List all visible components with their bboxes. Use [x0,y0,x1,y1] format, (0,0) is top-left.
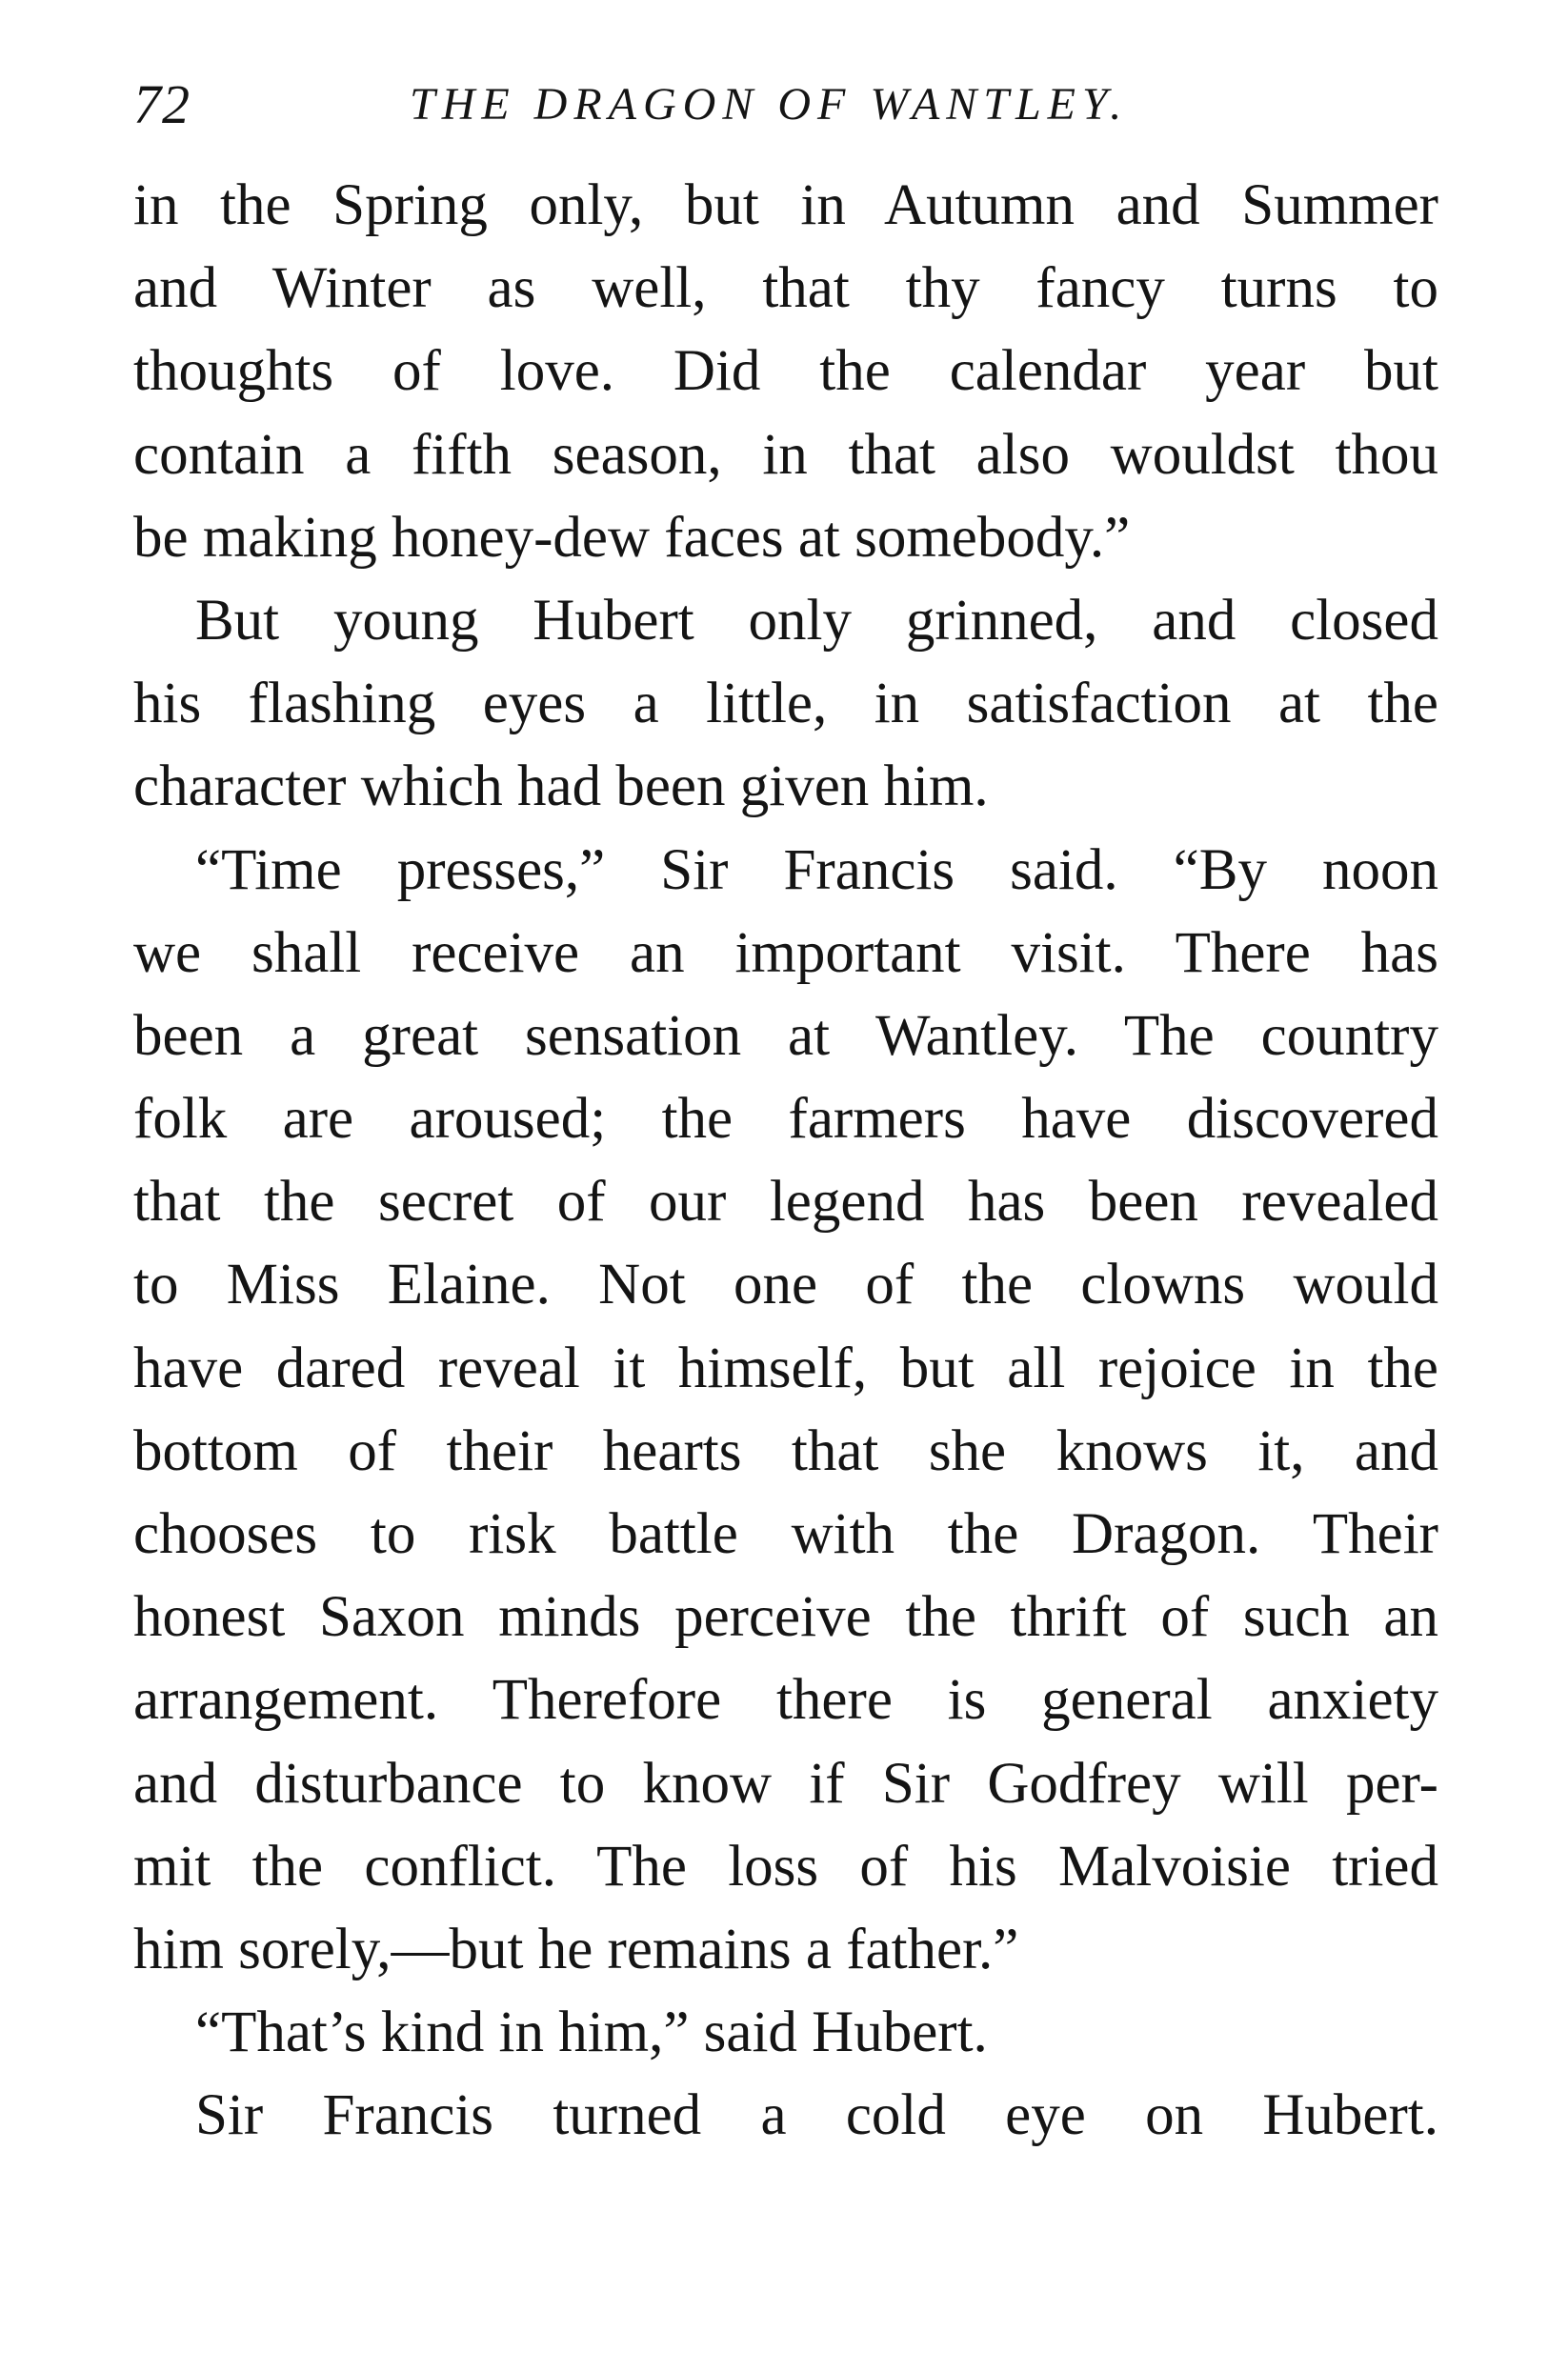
text-line: chooses to risk battle with the Dragon. Their [133,1502,1438,1566]
text-line: that the secret of our legend has been revealed [133,1170,1438,1235]
text-line: him sorely,—but he remains a father.” [133,1917,1019,1981]
text-line: in the Spring only, but in Autumn and Summer [133,173,1438,237]
text-line: thoughts of love. Did the calendar year but [133,339,1438,404]
text-line: been a great sensation at Wantley. The country [133,1003,1438,1068]
text-line: contain a fifth season, in that also wouldst thou [133,422,1438,487]
text-line: have dared reveal it himself, but all rejoice in the [133,1336,1438,1400]
text-line: mit the conflict. The loss of his Malvoisie tried [133,1834,1438,1899]
text-line: character which had been given him. [133,754,989,819]
text-line: be making honey-dew faces at somebody.” [133,505,1131,570]
page-number: 72 [133,73,191,135]
text-line: his flashing eyes a little, in satisfaction at the [133,672,1438,736]
text-line: we shall receive an important visit. There has [133,920,1438,985]
text-line: honest Saxon minds perceive the thrift of such an [133,1585,1438,1650]
text-line: folk are aroused; the farmers have discovered [133,1087,1438,1152]
paragraph-start-line: “Time presses,” Sir Francis said. “By noon [195,837,1438,902]
paragraph-start-line: “That’s kind in him,” said Hubert. [195,2000,988,2065]
text-line: to Miss Elaine. Not one of the clowns would [133,1253,1438,1317]
body-text [133,164,1438,2158]
paragraph-start-line: Sir Francis turned a cold eye on Hubert. [195,2083,1438,2148]
text-line: bottom of their hearts that she knows it, and [133,1418,1438,1483]
running-head [133,67,1438,143]
running-title: THE DRAGON OF WANTLEY. [410,79,1129,130]
text-line: arrangement. Therefore there is general anxiety [133,1668,1438,1733]
text-line: and disturbance to know if Sir Godfrey will per- [133,1751,1438,1816]
paragraph-start-line: But young Hubert only grinned, and closed [195,588,1438,653]
text-line: and Winter as well, that thy fancy turns to [133,256,1438,321]
